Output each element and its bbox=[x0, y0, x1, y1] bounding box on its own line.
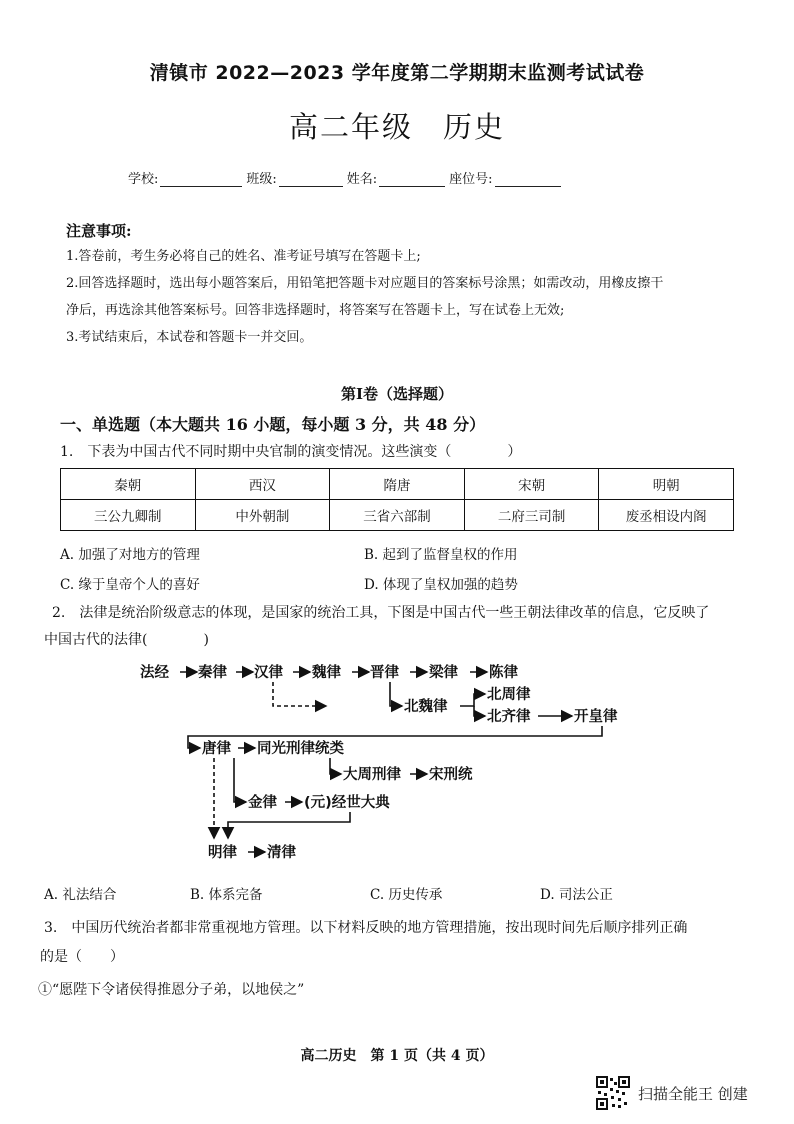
table-header-cell: 隋唐 bbox=[330, 469, 465, 500]
q1-option-c[interactable]: C. 缘于皇帝个人的喜好 bbox=[60, 577, 200, 593]
node-lianglv: 梁律 bbox=[429, 665, 458, 681]
name-field[interactable] bbox=[379, 172, 445, 187]
node-dazhou: 大周刑律 bbox=[343, 767, 401, 783]
table-header-cell: 宋朝 bbox=[464, 469, 599, 500]
section-heading: 第Ⅰ卷（选择题） bbox=[340, 385, 454, 403]
node-jinlv-jin: 金律 bbox=[248, 795, 277, 811]
table-cell: 三省六部制 bbox=[330, 500, 465, 531]
student-info-row bbox=[128, 168, 565, 187]
note-item: 3.考试结束后，本试卷和答题卡一并交回。 bbox=[66, 330, 313, 345]
scanner-label: 扫描全能王 创建 bbox=[638, 1084, 748, 1103]
node-yuan: (元)经世大典 bbox=[304, 795, 390, 811]
part-heading: 一、单选题（本大题共 16 小题，每小题 3 分，共 48 分） bbox=[60, 415, 486, 434]
q3-stem-line1: 3. 中国历代统治者都非常重视地方管理。以下材料反映的地方管理措施，按出现时间先后顺序排列正确 bbox=[44, 920, 688, 936]
table-cell: 废丞相设内阁 bbox=[599, 500, 734, 531]
node-beizhoulv: 北周律 bbox=[487, 687, 531, 703]
name-label: 姓名: bbox=[346, 172, 378, 187]
seat-label: 座位号: bbox=[449, 172, 493, 187]
node-minglv: 明律 bbox=[208, 845, 237, 861]
flow-arrow bbox=[228, 812, 350, 838]
flow-arrow bbox=[188, 726, 602, 748]
school-label: 学校: bbox=[128, 172, 159, 187]
subject-label: 历史 bbox=[443, 110, 506, 144]
node-hanlv: 汉律 bbox=[254, 665, 283, 681]
q2-option-c[interactable]: C. 历史传承 bbox=[370, 887, 443, 903]
scanner-watermark bbox=[596, 1076, 748, 1110]
flow-arrow bbox=[474, 706, 485, 716]
node-jinlv: 晋律 bbox=[370, 665, 399, 681]
flow-arrow bbox=[460, 694, 485, 706]
node-songxingtong: 宋刑统 bbox=[429, 767, 473, 783]
node-beiqilv: 北齐律 bbox=[487, 709, 531, 725]
table-header-cell: 西汉 bbox=[195, 469, 330, 500]
school-field[interactable] bbox=[160, 172, 242, 187]
note-item: 1.答卷前，考生务必将自己的姓名、准考证号填写在答题卡上; bbox=[66, 249, 421, 264]
grade-subject-title bbox=[0, 105, 794, 146]
item-marker: ① bbox=[38, 982, 52, 998]
node-beiweilv: 北魏律 bbox=[404, 699, 448, 715]
law-evolution-diagram bbox=[140, 658, 660, 870]
seat-field[interactable] bbox=[495, 172, 561, 187]
node-tanglv: 唐律 bbox=[202, 741, 231, 757]
class-field[interactable] bbox=[279, 172, 343, 187]
notes-title: 注意事项: bbox=[66, 222, 132, 240]
q1-option-d[interactable]: D. 体现了皇权加强的趋势 bbox=[364, 577, 518, 593]
table-header-row bbox=[61, 469, 734, 500]
table-cell: 三公九卿制 bbox=[61, 500, 196, 531]
page-footer: 高二历史 第 1 页（共 4 页） bbox=[300, 1048, 494, 1064]
note-item: 2.回答选择题时，选出每小题答案后，用铅笔把答题卡对应题目的答案标号涂黑；如需改动，用橡皮擦干 bbox=[66, 276, 664, 291]
node-chenlv: 陈律 bbox=[489, 665, 518, 681]
q2-option-a[interactable]: A. 礼法结合 bbox=[44, 887, 117, 903]
q2-stem-line1: 2. 法律是统治阶级意志的体现，是国家的统治工具，下图是中国古代一些王朝法律改革的信息，它反映了 bbox=[52, 605, 710, 621]
node-weilv: 魏律 bbox=[312, 665, 341, 681]
node-tongguang: 同光刑律统类 bbox=[257, 741, 344, 757]
table-header-cell: 明朝 bbox=[599, 469, 734, 500]
q3-item-1 bbox=[38, 980, 304, 1000]
grade-label: 高二年级 bbox=[288, 110, 413, 144]
flow-arrow bbox=[330, 758, 341, 774]
q1-stem: 1. 下表为中国古代不同时期中央官制的演变情况。这些演变（ ） bbox=[60, 444, 522, 460]
q2-option-b[interactable]: B. 体系完备 bbox=[190, 887, 263, 903]
dashed-flow-arrow bbox=[273, 682, 326, 706]
node-kaihuanglv: 开皇律 bbox=[574, 709, 618, 725]
table-cell: 中外朝制 bbox=[195, 500, 330, 531]
q2-stem-line2: 中国古代的法律( ) bbox=[44, 632, 209, 648]
q2-option-d[interactable]: D. 司法公正 bbox=[540, 887, 613, 903]
table-cell: 二府三司制 bbox=[464, 500, 599, 531]
official-system-table bbox=[60, 468, 734, 531]
q1-option-b[interactable]: B. 起到了监督皇权的作用 bbox=[364, 547, 518, 563]
node-qinlv: 秦律 bbox=[198, 665, 227, 681]
q1-option-a[interactable]: A. 加强了对地方的管理 bbox=[60, 547, 200, 563]
flow-arrow bbox=[234, 758, 246, 802]
q3-item-1-text: “愿陛下令诸侯得推恩分子弟，以地侯之” bbox=[52, 982, 305, 998]
exam-title: 清镇市 2022—2023 学年度第二学期期末监测考试试卷 bbox=[149, 62, 645, 84]
node-fajing: 法经 bbox=[140, 665, 169, 681]
table-row bbox=[61, 500, 734, 531]
note-item: 净后，再选涂其他答案标号。回答非选择题时，将答案写在答题卡上，写在试卷上无效; bbox=[66, 303, 565, 318]
class-label: 班级: bbox=[246, 172, 277, 187]
q3-stem-line2: 的是（ ） bbox=[40, 949, 124, 965]
node-qinglv: 清律 bbox=[267, 845, 296, 861]
flow-arrow bbox=[390, 682, 402, 706]
table-header-cell: 秦朝 bbox=[61, 469, 196, 500]
qr-code-icon bbox=[596, 1076, 630, 1110]
